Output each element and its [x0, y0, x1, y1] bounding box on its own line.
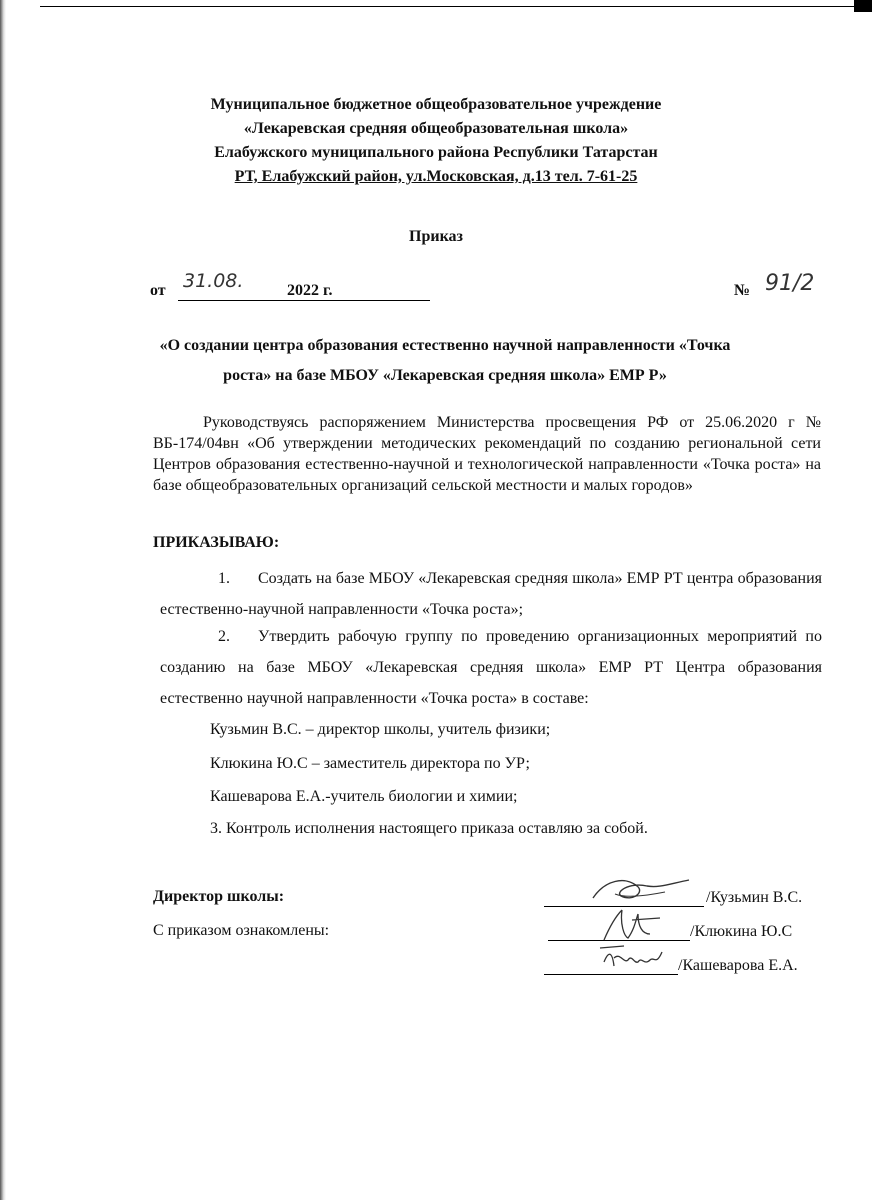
subject-line-2: роста» на базе МБОУ «Лекаревская средняя школа» ЕМР Р»	[223, 367, 667, 384]
signature-name-3: /Кашеварова Е.А.	[678, 957, 798, 974]
signature-klyukina-icon	[598, 906, 668, 944]
document-title: Приказ	[409, 228, 463, 245]
item-text: Утвердить рабочую группу по проведению организационных мероприятий по созданию на базе МБОУ «Лекаревская средняя школа» ЕМР РТ Центра образования естественно научной направленности «Точка роста» в составе:	[160, 628, 822, 707]
letterhead-line-3: Елабужского муниципального района Республики Татарстан	[214, 144, 658, 161]
signature-kashevarova-icon	[598, 942, 668, 976]
order-item-1	[160, 563, 822, 625]
handwritten-number: 91/2	[765, 271, 815, 296]
date-number-line	[150, 270, 820, 306]
member-kashevarova: Кашеварова Е.А.-учитель биологии и химии;	[210, 788, 518, 805]
order-word: ПРИКАЗЫВАЮ:	[153, 534, 280, 551]
signature-name-1: /Кузьмин В.С.	[706, 889, 803, 906]
date-year: 2022 г.	[287, 282, 333, 299]
member-klyukina: Клюкина Ю.С – заместитель директора по УР;	[210, 755, 530, 772]
member-kuzmin: Кузьмин В.С. – директор школы, учитель физики;	[210, 721, 551, 738]
letterhead	[0, 93, 872, 189]
acquainted-label: С приказом ознакомлены:	[153, 922, 330, 939]
item-number: 1.	[218, 570, 230, 587]
date-from-label: от	[150, 282, 166, 299]
item-number: 2.	[218, 628, 230, 645]
letterhead-address: РТ, Елабужский район, ул.Московская, д.13 тел. 7-61-25	[234, 168, 638, 185]
handwritten-date: 31.08.	[183, 270, 244, 292]
letterhead-line-2: «Лекаревская средняя общеобразовательная школа»	[243, 120, 629, 137]
subject-line-1: «О создании центра образования естественно научной направленности «Точка	[159, 337, 731, 354]
signature-kuzmin-icon	[585, 872, 695, 908]
letterhead-line-1: Муниципальное бюджетное общеобразовательное учреждение	[210, 96, 662, 113]
order-item-2	[160, 621, 822, 714]
preamble-paragraph: Руководствуясь распоряжением Министерства просвещения РФ от 25.06.2020 г № ВБ-174/04вн «Об утверждении методических рекомендаций по созданию региональной сети Центров образования естественно-научной и технологической направленности «Точка роста» на базе общеобразовательных организаций сельской местности и малых городов»	[153, 414, 821, 494]
item-text: Создать на базе МБОУ «Лекаревская средняя школа» ЕМР РТ центра образования естественно-научной направленности «Точка роста»;	[160, 570, 822, 618]
signature-name-2: /Клюкина Ю.С	[690, 923, 793, 940]
order-item-3: 3. Контроль исполнения настоящего приказа оставляю за собой.	[210, 820, 648, 837]
number-label: №	[734, 282, 751, 299]
director-label: Директор школы:	[153, 888, 285, 905]
order-subject	[100, 331, 790, 391]
